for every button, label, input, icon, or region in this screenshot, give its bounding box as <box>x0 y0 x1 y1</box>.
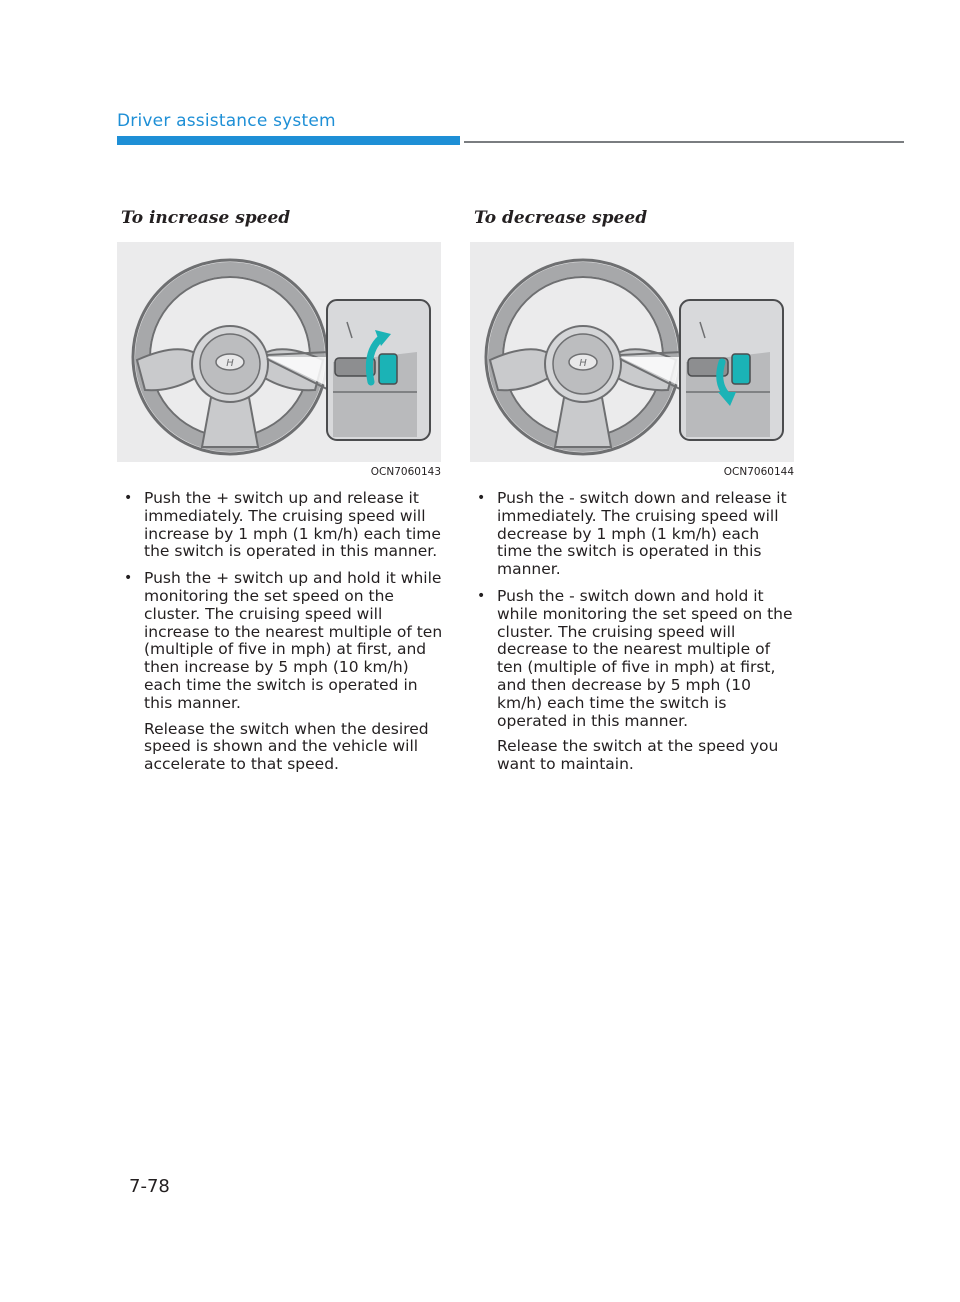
increase-speed-instructions <box>117 490 443 774</box>
decrease-speed-figure <box>470 242 794 462</box>
increase-speed-section <box>117 208 443 783</box>
instruction-text: Push the + switch up and release it immediately. The cruising speed will increase by 1 mph (1 km/h) each time the switch is operated in this manner. <box>144 489 441 561</box>
bullet-icon: • <box>477 490 486 506</box>
steering-wheel-decrease-illustration <box>470 242 794 462</box>
list-item <box>117 570 443 774</box>
list-item <box>117 490 443 561</box>
header-rule-gray <box>464 141 904 143</box>
list-item <box>470 490 796 579</box>
bullet-icon: • <box>124 490 133 506</box>
section-title: Driver assistance system <box>117 111 336 131</box>
instruction-text: Push the + switch up and hold it while monitoring the set speed on the cluster. The cruising speed will increase to the nearest multiple of ten (multiple of five in mph) at first, and then increase by 5 mph (10 km/h) each time the switch is operated in this manner. <box>144 569 443 712</box>
header-rule-accent <box>117 136 460 145</box>
bullet-icon: • <box>477 587 486 604</box>
figure-code: OCN7060144 <box>723 466 794 478</box>
decrease-speed-instructions <box>470 490 796 774</box>
figure-code: OCN7060143 <box>370 466 441 478</box>
instruction-text: Push the - switch down and release it immediately. The cruising speed will decrease by 1 mph (1 km/h) each time the switch is operated in this manner. <box>497 489 787 579</box>
instruction-note: Release the switch at the speed you want to maintain. <box>497 737 779 774</box>
svg-text:H: H <box>579 358 587 369</box>
steering-wheel-increase-illustration <box>117 242 441 462</box>
decrease-speed-heading: To decrease speed <box>474 208 648 228</box>
page-number: 7-78 <box>129 1176 170 1197</box>
instruction-note: Release the switch when the desired speed is shown and the vehicle will accelerate to that speed. <box>144 719 429 774</box>
svg-text:H: H <box>226 358 234 369</box>
switch-zoom-inset <box>680 300 783 440</box>
increase-speed-heading: To increase speed <box>121 208 291 228</box>
switch-zoom-inset <box>327 300 430 440</box>
decrease-speed-section <box>470 208 796 783</box>
instruction-text: Push the - switch down and hold it while monitoring the set speed on the cluster. The cruising speed will decrease to the nearest multiple of ten (multiple of five in mph) at first, and then decrease by 5 mph (10 km/h) each time the switch is operated in this manner. <box>497 586 793 730</box>
list-item <box>470 588 796 774</box>
bullet-icon: • <box>124 570 133 587</box>
increase-speed-figure <box>117 242 441 462</box>
